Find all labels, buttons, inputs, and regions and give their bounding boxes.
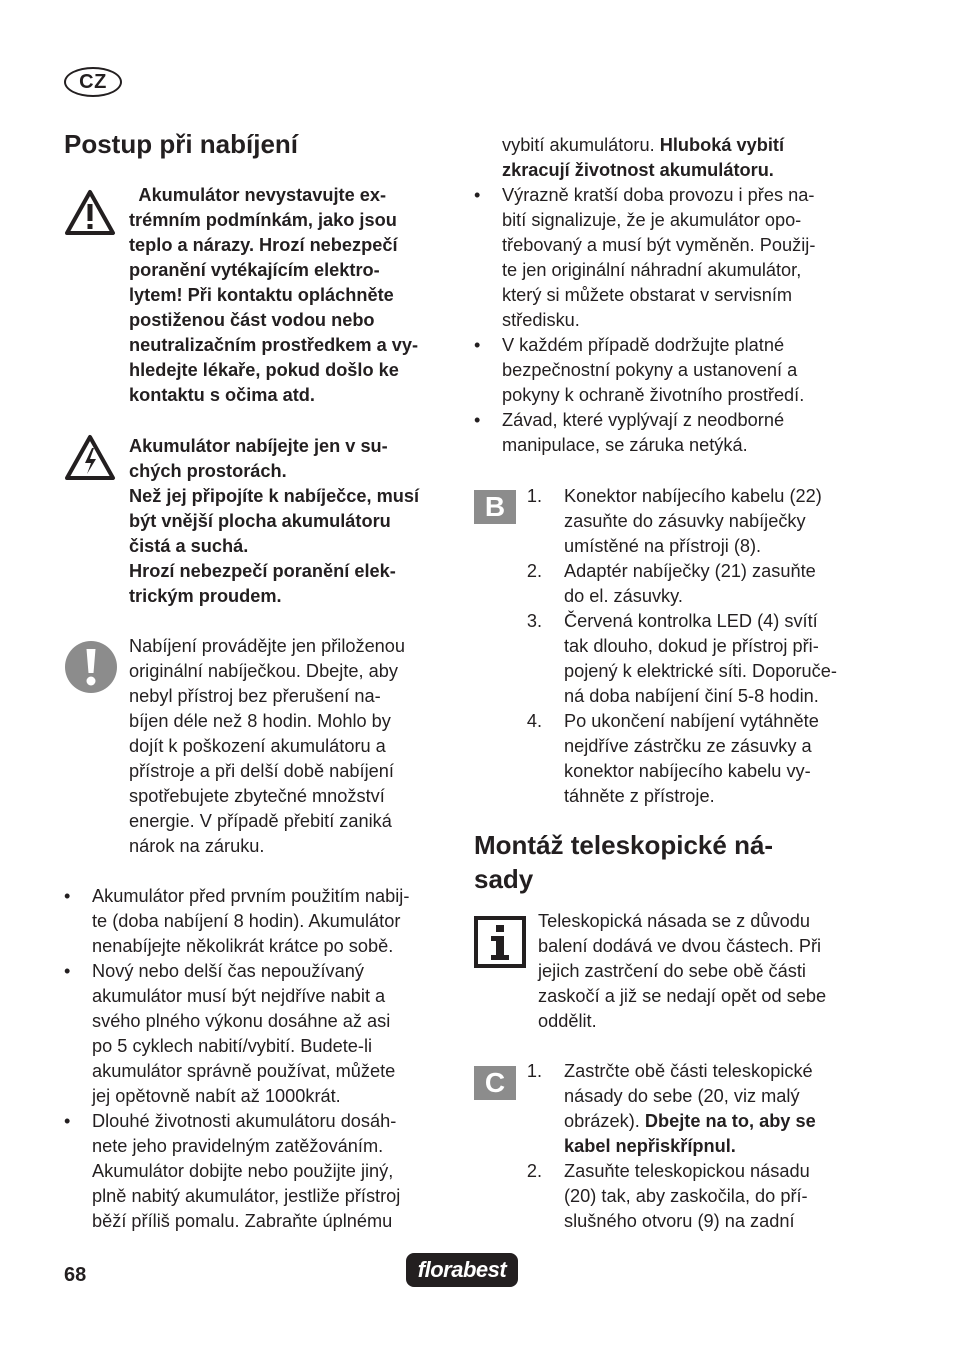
section-title-charging: Postup při nabíjení xyxy=(64,129,299,159)
step-label-b: B xyxy=(474,490,516,524)
list-item: 1. Konektor nabíjecího kabelu (22) zasuňte do zásuvky nabíječky umístěné na přístroji (8). xyxy=(526,486,822,556)
list-item: 2. Zasuňte teleskopickou násadu (20) tak, aby zaskočila, do pří- slušného otvoru (9) na zadní xyxy=(526,1161,810,1231)
right-bullet-list xyxy=(474,183,874,458)
exclamation-circle-icon xyxy=(64,640,118,699)
list-item: • Akumulátor před prvním použitím nabij- te (doba nabíjení 8 hodin). Akumulátor nenabíjejte několikrát krátce po sobě. xyxy=(64,884,454,959)
section-title-telescopic: Montáž teleskopické ná- sady xyxy=(474,830,774,894)
brand-logo: florabest xyxy=(406,1253,518,1287)
list-item: • V každém případě dodržujte platné bezpečnostní pokyny a ustanovení a pokyny k ochraně životního prostředí. xyxy=(474,333,874,408)
step-c-list xyxy=(526,1059,876,1234)
warning-block-extreme: Akumulátor nevystavujte ex- trémním podmínkám, jako jsou teplo a nárazy. Hrozí nebezpečí poranění vytékajícím elektro- lytem! Při kontaktu opláchněte postiženou část vodou nebo neutralizačním prostředkem a vy- hledejte lékaře, pokud došlo ke kontaktu s očima atd. xyxy=(129,185,419,405)
electric-hazard-icon xyxy=(64,434,116,487)
language-badge: CZ xyxy=(64,67,122,97)
info-block-telescopic: Teleskopická násada se z důvodu balení dodává ve dvou částech. Při jejich zastrčení do sebe obě části zaskočí a již se nedají opět od sebe oddělit. xyxy=(538,911,827,1031)
step-label-c: C xyxy=(474,1066,516,1100)
list-item: 2. Adaptér nabíječky (21) zasuňte do el. zásuvky. xyxy=(526,561,816,606)
warning-triangle-icon xyxy=(64,189,116,242)
list-item: • Závad, které vyplývají z neodborné manipulace, se záruka netýká. xyxy=(474,408,874,458)
note-block-charger: Nabíjení provádějte jen přiloženou originální nabíječkou. Dbejte, aby nebyl přístroj bez přerušení na- bíjen déle než 8 hodin. Mohlo by dojít k poškození akumulátoru a přístroje a při delší době nabíjení spotřebujete zbytečné množství energie. V případě přebití zaniká nárok na záruku. xyxy=(129,636,406,856)
list-item: 4. Po ukončení nabíjení vytáhněte nejdříve zástrčku ze zásuvky a konektor nabíjecího kabelu vy- táhněte z přístroje. xyxy=(526,711,819,806)
warning-block-electric: Akumulátor nabíjejte jen v su- chých prostorách. Než jej připojíte k nabíječce, musí být vnější plocha akumulátoru čistá a suchá. Hrozí nebezpečí poranění elek- trickým proudem. xyxy=(129,436,420,606)
info-icon xyxy=(474,916,526,973)
page-number: 68 xyxy=(64,1264,87,1286)
list-item: • Nový nebo delší čas nepoužívaný akumulátor musí být nejdříve nabit a svého plného výkonu dosáhne až asi po 5 cyklech nabití/vybití. Budete-li akumulátor správně používat, můžete jej opětovně nabít až 1000krát. xyxy=(64,959,454,1109)
list-item: • Dlouhé životnosti akumulátoru dosáh- nete jeho pravidelným zatěžováním. Akumulátor dobijte nebo použijte jiný, plně nabitý akumulátor, jestliže přístroj běží příliš pomalu. Zabraňte úplnému xyxy=(64,1109,454,1234)
continued-paragraph: vybití akumulátoru. Hluboká vybití zkracují životnost akumulátoru. xyxy=(502,135,785,180)
list-item: 3. Červená kontrolka LED (4) svítí tak dlouho, dokud je přístroj při- pojený k elektrické síti. Doporuče- ná doba nabíjení činí 5-8 hodin. xyxy=(526,611,837,706)
list-item: • Výrazně kratší doba provozu i přes na- bití signalizuje, že je akumulátor opo- třebovaný a musí být vyměněn. Použij- te jen originální náhradní akumulátor, který si můžete obstarat v servisním středisku. xyxy=(474,183,874,333)
left-bullet-list xyxy=(64,884,454,1234)
list-item: 1. Zastrčte obě části teleskopické násady do sebe (20, viz malý obrázek). Dbejte na to, aby se kabel nepřiskřípnul. xyxy=(526,1061,816,1156)
step-b-list xyxy=(526,484,876,809)
